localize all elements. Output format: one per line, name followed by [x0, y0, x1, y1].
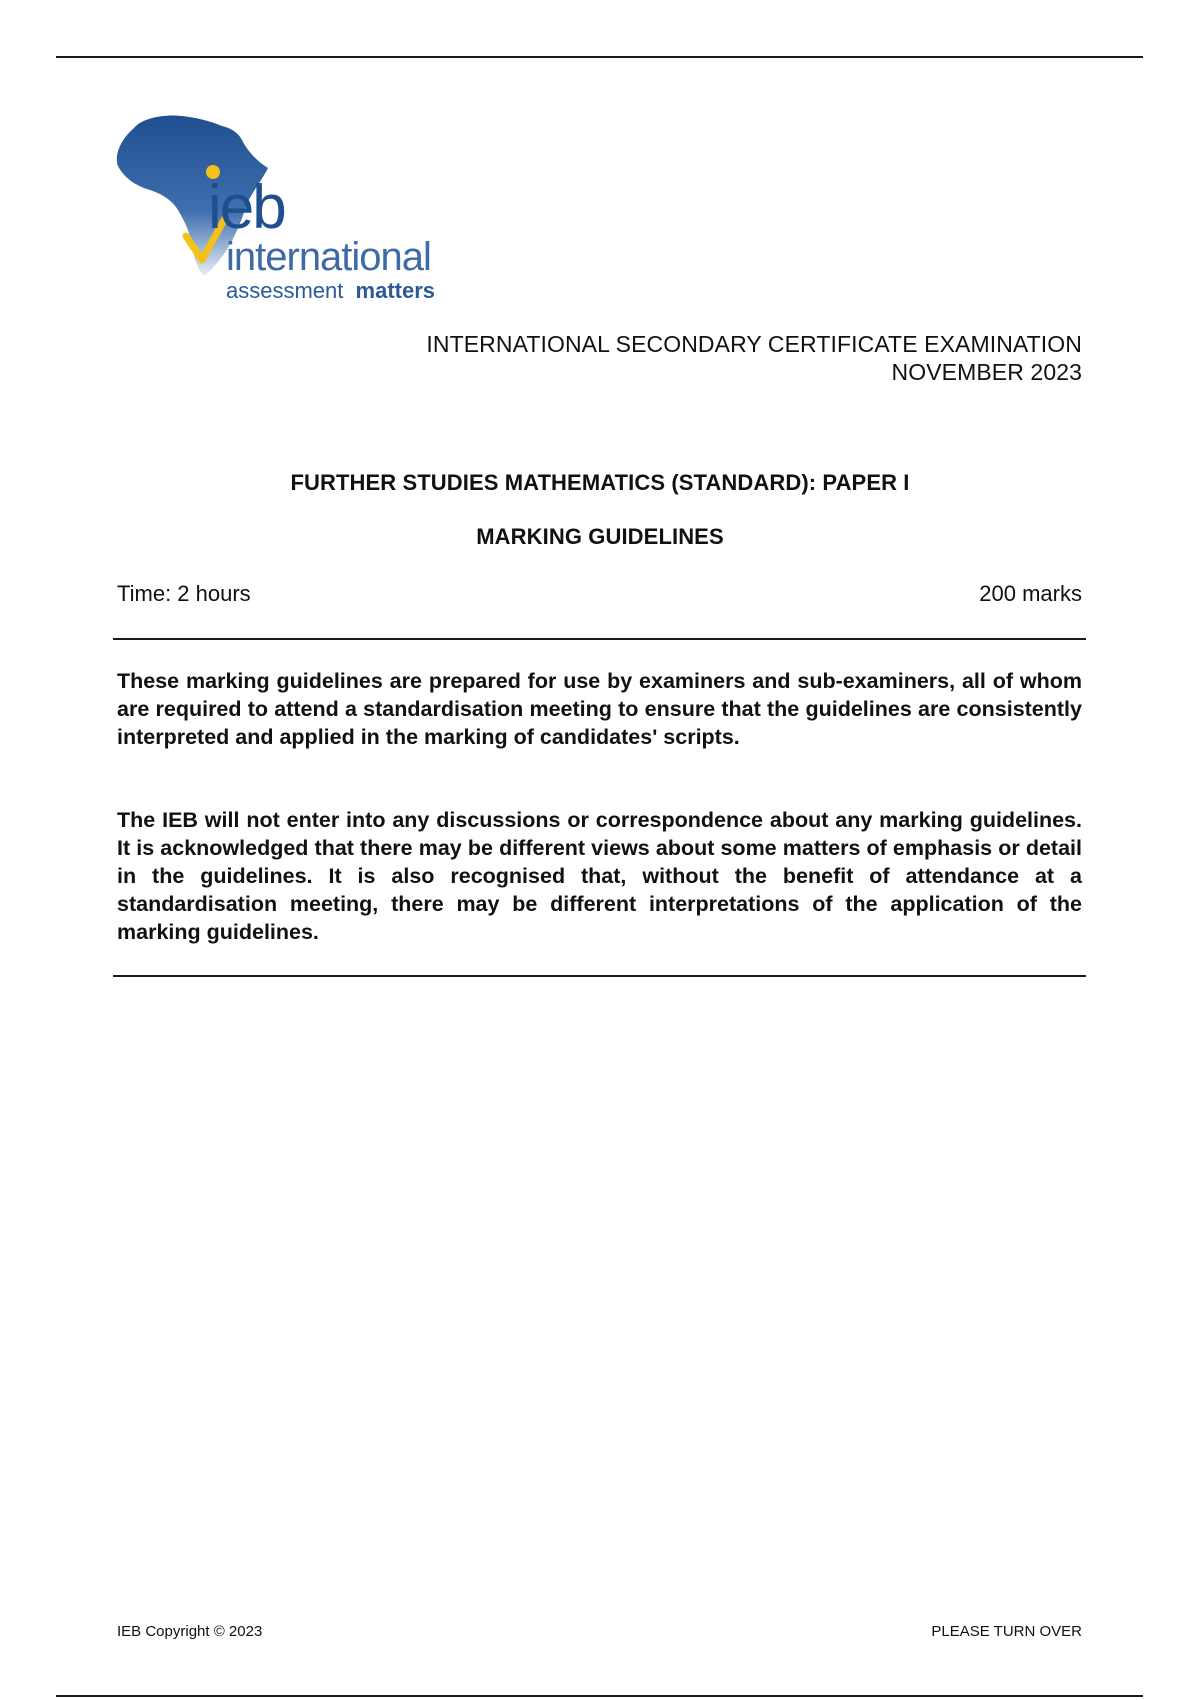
- exam-name: INTERNATIONAL SECONDARY CERTIFICATE EXAMINATION: [426, 331, 1082, 357]
- notice-paragraph-1: These marking guidelines are prepared for use by examiners and sub-examiners, all of whom are required to attend a standardisation meeting to ensure that the guidelines are consistently interpreted and applied in the marking of candidates' scripts.: [117, 669, 1082, 749]
- logo-tagline-bold: matters: [355, 278, 435, 303]
- exam-marks: 200 marks: [979, 581, 1082, 606]
- exam-header: [426, 330, 1082, 386]
- logo-word: international: [226, 235, 431, 279]
- ieb-logo: [112, 110, 464, 310]
- notice-paragraph-2: The IEB will not enter into any discussions or correspondence about any marking guidelines. It is acknowledged that there may be different views about some matters of emphasis or detail in the guidelines. It is also recognised that, without the benefit of attendance at a standardisation meeting, there may be different interpretations of the application of the marking guidelines.: [117, 808, 1082, 944]
- footer-turn-over: PLEASE TURN OVER: [931, 1623, 1082, 1640]
- logo-mark: ieb: [208, 173, 285, 242]
- notice-top-rule: [113, 638, 1086, 640]
- top-rule: [56, 56, 1143, 58]
- logo-tagline-light: assessment: [226, 278, 344, 303]
- footer-copyright: IEB Copyright © 2023: [117, 1623, 263, 1640]
- exam-session: NOVEMBER 2023: [891, 359, 1082, 385]
- svg-text:assessment matters: [226, 278, 435, 303]
- exam-meta: [117, 581, 1082, 607]
- notice-bottom-rule: [113, 975, 1086, 977]
- paper-subtitle: MARKING GUIDELINES: [476, 524, 724, 549]
- exam-time: Time: 2 hours: [117, 581, 251, 606]
- bottom-rule: [56, 1695, 1143, 1697]
- paper-title: FURTHER STUDIES MATHEMATICS (STANDARD): PAPER I: [290, 470, 910, 495]
